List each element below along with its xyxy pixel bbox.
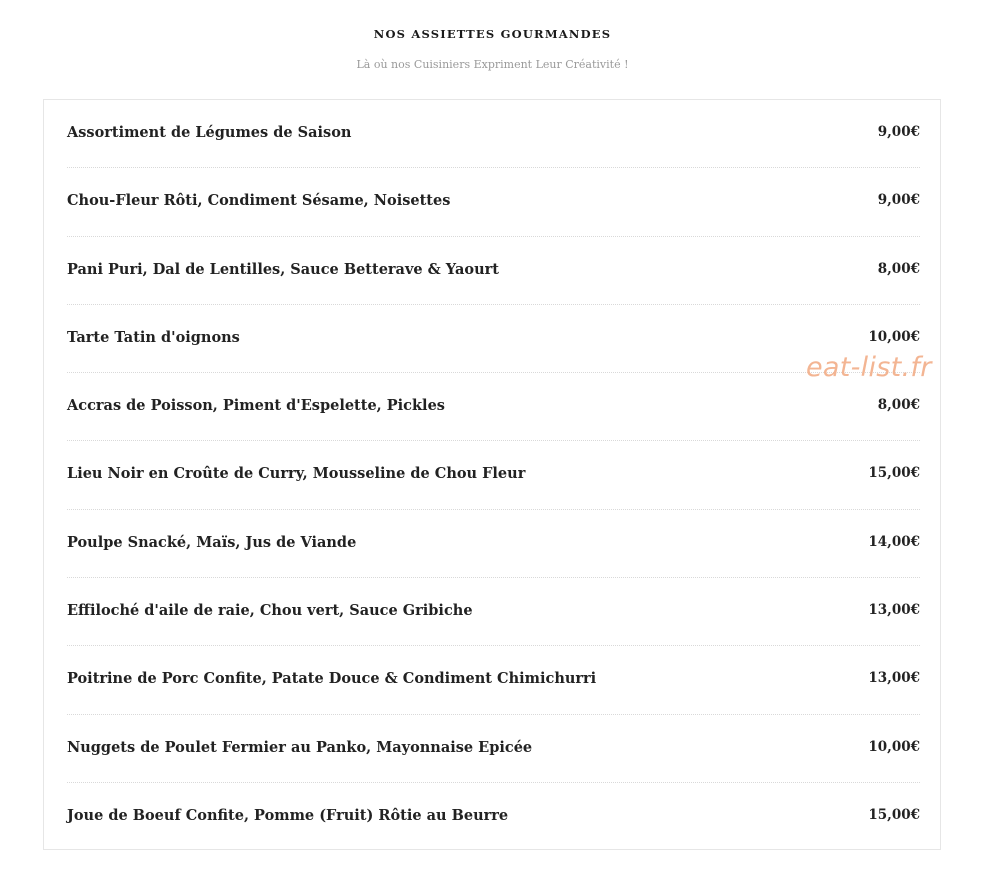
item-price: 13,00€ — [868, 670, 920, 687]
item-name: Poitrine de Porc Confite, Patate Douce & Condiment Chimichurri — [67, 670, 597, 688]
section-title: NOS ASSIETTES GOURMANDES — [373, 27, 612, 41]
menu-item — [67, 168, 920, 236]
menu-item — [67, 237, 920, 305]
watermark-text: eat-list.fr — [806, 352, 932, 383]
item-price: 15,00€ — [868, 806, 920, 823]
menu-item — [67, 100, 920, 168]
section-subtitle: Là où nos Cuisiniers Expriment Leur Créativité ! — [356, 58, 629, 71]
menu-item — [67, 578, 920, 646]
item-name: Nuggets de Poulet Fermier au Panko, Mayonnaise Epicée — [67, 738, 533, 756]
item-price: 14,00€ — [868, 533, 920, 550]
item-price: 10,00€ — [868, 328, 920, 345]
item-price: 8,00€ — [877, 260, 920, 277]
menu-item — [67, 373, 920, 441]
menu-item — [67, 441, 920, 509]
menu-item — [67, 783, 920, 851]
menu-list — [67, 100, 920, 851]
item-price: 13,00€ — [868, 602, 920, 619]
item-price: 15,00€ — [868, 465, 920, 482]
menu-item — [67, 646, 920, 714]
menu-item — [67, 305, 920, 373]
item-name: Poulpe Snacké, Maïs, Jus de Viande — [67, 533, 357, 551]
item-name: Accras de Poisson, Piment d'Espelette, Pickles — [67, 397, 445, 415]
menu-item — [67, 510, 920, 578]
item-name: Chou-Fleur Rôti, Condiment Sésame, Noisettes — [67, 192, 451, 210]
item-name: Joue de Boeuf Confite, Pomme (Fruit) Rôtie au Beurre — [67, 806, 509, 824]
item-price: 8,00€ — [877, 397, 920, 414]
item-name: Effiloché d'aile de raie, Chou vert, Sauce Gribiche — [67, 602, 473, 620]
menu-card — [43, 99, 941, 850]
item-name: Pani Puri, Dal de Lentilles, Sauce Betterave & Yaourt — [67, 260, 499, 278]
item-name: Tarte Tatin d'oignons — [67, 328, 240, 346]
menu-item — [67, 715, 920, 783]
item-price: 9,00€ — [877, 124, 920, 140]
item-name: Assortiment de Légumes de Saison — [67, 124, 352, 141]
item-price: 9,00€ — [877, 192, 920, 209]
item-name: Lieu Noir en Croûte de Curry, Mousseline de Chou Fleur — [67, 465, 526, 483]
item-price: 10,00€ — [868, 738, 920, 755]
